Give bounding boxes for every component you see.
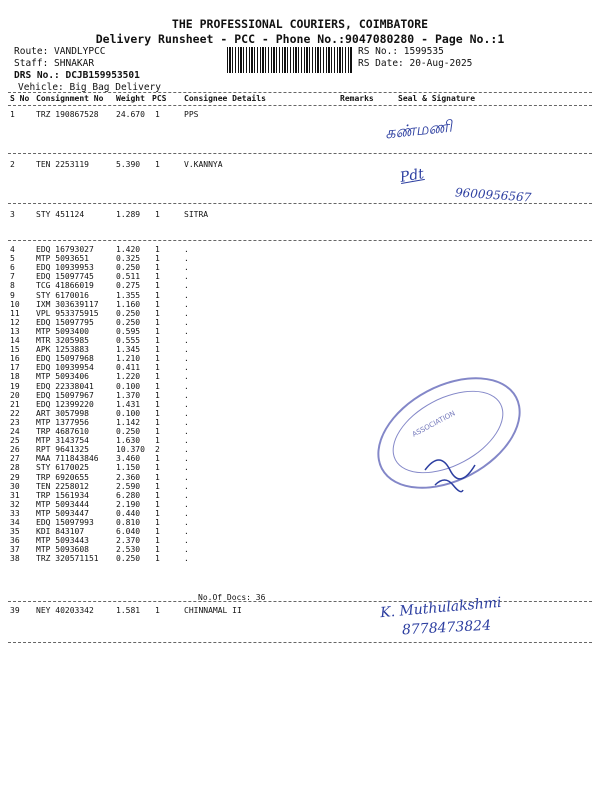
row-10-det: .: [184, 299, 189, 309]
row-5-cons: MTP 5093651: [36, 254, 89, 264]
row-16-cons: EDQ 15097968: [36, 354, 94, 364]
row-36-wt: 2.370: [116, 536, 141, 546]
row-31-det: .: [184, 490, 189, 500]
row-1-pcs: 1: [155, 110, 160, 119]
row-16-pcs: 1: [155, 354, 160, 364]
row-5-sno: 5: [10, 254, 15, 264]
row-18-wt: 1.220: [116, 372, 141, 382]
row-3-pcs: 1: [155, 210, 160, 219]
row-19-det: .: [184, 381, 189, 391]
row-18-sno: 18: [10, 372, 20, 382]
row-21-cons: EDQ 12399220: [36, 399, 94, 409]
row-8-cons: TCG 41866019: [36, 281, 94, 291]
row-37-wt: 2.530: [116, 545, 141, 555]
row-17-sno: 17: [10, 363, 20, 373]
phone-row-2: 9600956567: [454, 185, 532, 205]
col-consignee-header: Consignee Details: [184, 94, 266, 103]
row-39-sno: 39: [10, 606, 20, 615]
row-29-sno: 29: [10, 472, 20, 482]
row-28-det: .: [184, 463, 189, 473]
row-38-det: .: [184, 554, 189, 564]
staff-label: Staff: SHNAKAR: [14, 58, 95, 69]
row-21-det: .: [184, 399, 189, 409]
row-10-wt: 1.160: [116, 299, 141, 309]
row-1-cons: TRZ 190867528: [36, 110, 99, 119]
row-15-wt: 1.345: [116, 345, 141, 355]
row-25-wt: 1.630: [116, 436, 141, 446]
row-2-cons: TEN 2253119: [36, 160, 89, 169]
row-38-cons: TRZ 320571151: [36, 554, 99, 564]
row-22-sno: 22: [10, 408, 20, 418]
row-4-pcs: 1: [155, 245, 160, 254]
row-18-pcs: 1: [155, 372, 160, 382]
row-22-cons: ART 3057998: [36, 408, 89, 418]
row-22-det: .: [184, 408, 189, 418]
row-31-sno: 31: [10, 490, 20, 500]
row-35-wt: 6.040: [116, 527, 141, 537]
row-11-sno: 11: [10, 308, 20, 318]
row-36-pcs: 1: [155, 536, 160, 546]
row-39-det: CHINNAMAL II: [184, 606, 242, 615]
row-32-sno: 32: [10, 499, 20, 509]
row-37-det: .: [184, 545, 189, 555]
row-8-pcs: 1: [155, 281, 160, 291]
row-35-sno: 35: [10, 527, 20, 537]
row-23-sno: 23: [10, 417, 20, 427]
row-32-pcs: 1: [155, 499, 160, 509]
row-12-det: .: [184, 317, 189, 327]
docs-count: No.Of Docs: 36: [198, 593, 266, 602]
row-25-pcs: 1: [155, 436, 160, 446]
row-17-wt: 0.411: [116, 363, 141, 373]
row-13-det: .: [184, 326, 189, 336]
row-14-sno: 14: [10, 336, 20, 345]
row-1-wt: 24.670: [116, 110, 145, 119]
row-21-sno: 21: [10, 399, 20, 409]
signature-row-2: Pdt: [398, 166, 426, 186]
row-13-sno: 13: [10, 326, 20, 336]
row-25-sno: 25: [10, 436, 20, 446]
row-23-det: .: [184, 417, 189, 427]
row-9-wt: 1.355: [116, 290, 141, 300]
signature-row-39: K. Muthulakshmi: [379, 594, 503, 622]
row-33-pcs: 1: [155, 508, 160, 518]
row-2-wt: 5.390: [116, 160, 141, 169]
row-39-wt: 1.581: [116, 606, 141, 615]
row-12-cons: EDQ 15097795: [36, 317, 94, 327]
row-38-pcs: 1: [155, 554, 160, 564]
phone-row-39: 8778473824: [401, 617, 492, 639]
row-23-wt: 1.142: [116, 417, 141, 427]
row-32-cons: MTP 5093444: [36, 499, 89, 509]
row-4-cons: EDQ 16793027: [36, 245, 94, 254]
route-label: Route: VANDLYPCC: [14, 46, 106, 57]
row-4-wt: 1.420: [116, 245, 141, 254]
row-1-sno: 1: [10, 110, 15, 119]
row-26-det: .: [184, 445, 189, 455]
col-weight-header: Weight: [116, 94, 145, 103]
row-27-cons: MAA 711843846: [36, 454, 99, 464]
row-separator: [8, 153, 592, 154]
row-28-cons: STY 6170025: [36, 463, 89, 473]
row-26-pcs: 2: [155, 445, 160, 455]
row-27-wt: 3.460: [116, 454, 141, 464]
row-2-det: V.KANNYA: [184, 160, 223, 169]
row-20-wt: 1.370: [116, 390, 141, 400]
row-10-pcs: 1: [155, 299, 160, 309]
row-7-det: .: [184, 272, 189, 282]
row-4-sno: 4: [10, 245, 15, 254]
row-33-wt: 0.440: [116, 508, 141, 518]
company-title: THE PROFESSIONAL COURIERS, COIMBATORE: [171, 17, 429, 31]
row-11-cons: VPL 953375915: [36, 308, 99, 318]
table-top-rule: [8, 92, 592, 93]
row-38-sno: 38: [10, 554, 20, 564]
row-6-pcs: 1: [155, 263, 160, 273]
row-25-cons: MTP 3143754: [36, 436, 89, 446]
row-28-sno: 28: [10, 463, 20, 473]
row-9-cons: STY 6170016: [36, 290, 89, 300]
row-19-sno: 19: [10, 381, 20, 391]
row-3-sno: 3: [10, 210, 15, 219]
col-seal-header: Seal & Signature: [398, 94, 476, 103]
row-36-det: .: [184, 536, 189, 546]
row-26-cons: RPT 9641325: [36, 445, 89, 455]
row-14-det: .: [184, 336, 189, 345]
row-29-pcs: 1: [155, 472, 160, 482]
row-9-det: .: [184, 290, 189, 300]
row-30-det: .: [184, 481, 189, 491]
row-9-pcs: 1: [155, 290, 160, 300]
row-37-cons: MTP 5093608: [36, 545, 89, 555]
row-35-det: .: [184, 527, 189, 537]
row-12-wt: 0.250: [116, 317, 141, 327]
row-17-pcs: 1: [155, 363, 160, 373]
row-36-cons: MTP 5093443: [36, 536, 89, 546]
row-26-wt: 10.370: [116, 445, 145, 455]
row-6-cons: EDQ 10939953: [36, 263, 94, 273]
row-17-det: .: [184, 363, 189, 373]
row-33-det: .: [184, 508, 189, 518]
row-16-sno: 16: [10, 354, 20, 364]
row-29-det: .: [184, 472, 189, 482]
row-18-cons: MTP 5093406: [36, 372, 89, 382]
row-35-pcs: 1: [155, 527, 160, 537]
row-33-sno: 33: [10, 508, 20, 518]
row-19-cons: EDQ 22338041: [36, 381, 94, 391]
row-8-wt: 0.275: [116, 281, 141, 291]
row-31-pcs: 1: [155, 490, 160, 500]
row-34-pcs: 1: [155, 518, 160, 527]
row-6-sno: 6: [10, 263, 15, 273]
row-15-sno: 15: [10, 345, 20, 355]
row-26-sno: 26: [10, 445, 20, 455]
row-4-det: .: [184, 245, 189, 254]
row-6-wt: 0.250: [116, 263, 141, 273]
row-16-det: .: [184, 354, 189, 364]
row-5-pcs: 1: [155, 254, 160, 264]
row-35-cons: KDI 843107: [36, 527, 85, 537]
row-separator: [8, 203, 592, 204]
row-37-pcs: 1: [155, 545, 160, 555]
row-37-sno: 37: [10, 545, 20, 555]
row-14-cons: MTR 3205985: [36, 336, 89, 345]
row-34-sno: 34: [10, 518, 20, 527]
row-39-cons: NEY 40203342: [36, 606, 94, 615]
row-12-sno: 12: [10, 317, 20, 327]
row-19-wt: 0.100: [116, 381, 141, 391]
row-30-sno: 30: [10, 481, 20, 491]
row-3-det: SITRA: [184, 210, 209, 219]
row-15-pcs: 1: [155, 345, 160, 355]
row-28-wt: 1.150: [116, 463, 141, 473]
row-13-wt: 0.595: [116, 326, 141, 336]
runsheet-subtitle: Delivery Runsheet - PCC - Phone No.:9047080280 - Page No.:1: [95, 32, 505, 46]
row-36-sno: 36: [10, 536, 20, 546]
row-7-wt: 0.511: [116, 272, 141, 282]
row-3-wt: 1.289: [116, 210, 141, 219]
row-24-pcs: 1: [155, 427, 160, 436]
row-15-cons: APK 1253883: [36, 345, 89, 355]
row-12-pcs: 1: [155, 317, 160, 327]
row-28-pcs: 1: [155, 463, 160, 473]
row-33-cons: MTP 5093447: [36, 508, 89, 518]
rs-date: RS Date: 20-Aug-2025: [358, 58, 473, 69]
row-30-wt: 2.590: [116, 481, 141, 491]
seal-text: ASSOCIATION: [410, 409, 457, 439]
table-header-rule: [8, 105, 592, 106]
row-15-det: .: [184, 345, 189, 355]
row-18-det: .: [184, 372, 189, 382]
row-14-wt: 0.555: [116, 336, 141, 345]
row-27-det: .: [184, 454, 189, 464]
row-7-pcs: 1: [155, 272, 160, 282]
row-13-cons: MTP 5093400: [36, 326, 89, 336]
row-separator: [8, 601, 592, 602]
row-6-det: .: [184, 263, 189, 273]
row-8-sno: 8: [10, 281, 15, 291]
row-2-pcs: 1: [155, 160, 160, 169]
vehicle-label: Vehicle: Big Bag Delivery: [18, 82, 161, 93]
row-30-pcs: 1: [155, 481, 160, 491]
row-14-pcs: 1: [155, 336, 160, 345]
row-16-wt: 1.210: [116, 354, 141, 364]
col-sno-header: S No: [10, 94, 30, 103]
row-20-pcs: 1: [155, 390, 160, 400]
row-39-pcs: 1: [155, 606, 160, 615]
row-7-sno: 7: [10, 272, 15, 282]
row-9-sno: 9: [10, 290, 15, 300]
row-5-wt: 0.325: [116, 254, 141, 264]
row-31-cons: TRP 1561934: [36, 490, 89, 500]
col-remarks-header: Remarks: [340, 94, 374, 103]
row-3-cons: STY 451124: [36, 210, 85, 219]
row-separator: [8, 240, 592, 241]
row-34-cons: EDQ 15097993: [36, 518, 94, 527]
row-31-wt: 6.280: [116, 490, 141, 500]
row-34-det: .: [184, 518, 189, 527]
row-19-pcs: 1: [155, 381, 160, 391]
row-32-wt: 2.190: [116, 499, 141, 509]
row-5-det: .: [184, 254, 189, 264]
row-29-wt: 2.360: [116, 472, 141, 482]
col-consignment-header: Consignment No: [36, 94, 104, 103]
row-24-cons: TRP 4687610: [36, 427, 89, 436]
row-27-pcs: 1: [155, 454, 160, 464]
seal-scribble: [420, 440, 490, 500]
row-1-det: PPS: [184, 110, 199, 119]
row-32-det: .: [184, 499, 189, 509]
row-24-det: .: [184, 427, 189, 436]
row-38-wt: 0.250: [116, 554, 141, 564]
drs-number: DRS No.: DCJB159953501: [14, 70, 140, 81]
row-24-wt: 0.250: [116, 427, 141, 436]
row-17-cons: EDQ 10939954: [36, 363, 94, 373]
rs-number: RS No.: 1599535: [358, 46, 444, 57]
row-20-cons: EDQ 15097967: [36, 390, 94, 400]
row-23-cons: MTP 1377956: [36, 417, 89, 427]
row-22-wt: 0.100: [116, 408, 141, 418]
row-11-pcs: 1: [155, 308, 160, 318]
row-29-cons: TRP 6920655: [36, 472, 89, 482]
row-11-det: .: [184, 308, 189, 318]
row-13-pcs: 1: [155, 326, 160, 336]
row-34-wt: 0.810: [116, 518, 141, 527]
row-7-cons: EDQ 15097745: [36, 272, 94, 282]
row-30-cons: TEN 2258012: [36, 481, 89, 491]
row-separator: [8, 642, 592, 643]
row-21-wt: 1.431: [116, 399, 141, 409]
row-11-wt: 0.250: [116, 308, 141, 318]
row-25-det: .: [184, 436, 189, 446]
row-27-sno: 27: [10, 454, 20, 464]
barcode: [227, 47, 353, 73]
signature-row-1: கண்மணி: [384, 116, 453, 143]
col-pcs-header: PCS: [152, 94, 167, 103]
row-2-sno: 2: [10, 160, 15, 169]
row-23-pcs: 1: [155, 417, 160, 427]
row-10-sno: 10: [10, 299, 20, 309]
row-10-cons: IXM 303639117: [36, 299, 99, 309]
row-8-det: .: [184, 281, 189, 291]
row-21-pcs: 1: [155, 399, 160, 409]
row-20-det: .: [184, 390, 189, 400]
row-20-sno: 20: [10, 390, 20, 400]
row-22-pcs: 1: [155, 408, 160, 418]
row-24-sno: 24: [10, 427, 20, 436]
